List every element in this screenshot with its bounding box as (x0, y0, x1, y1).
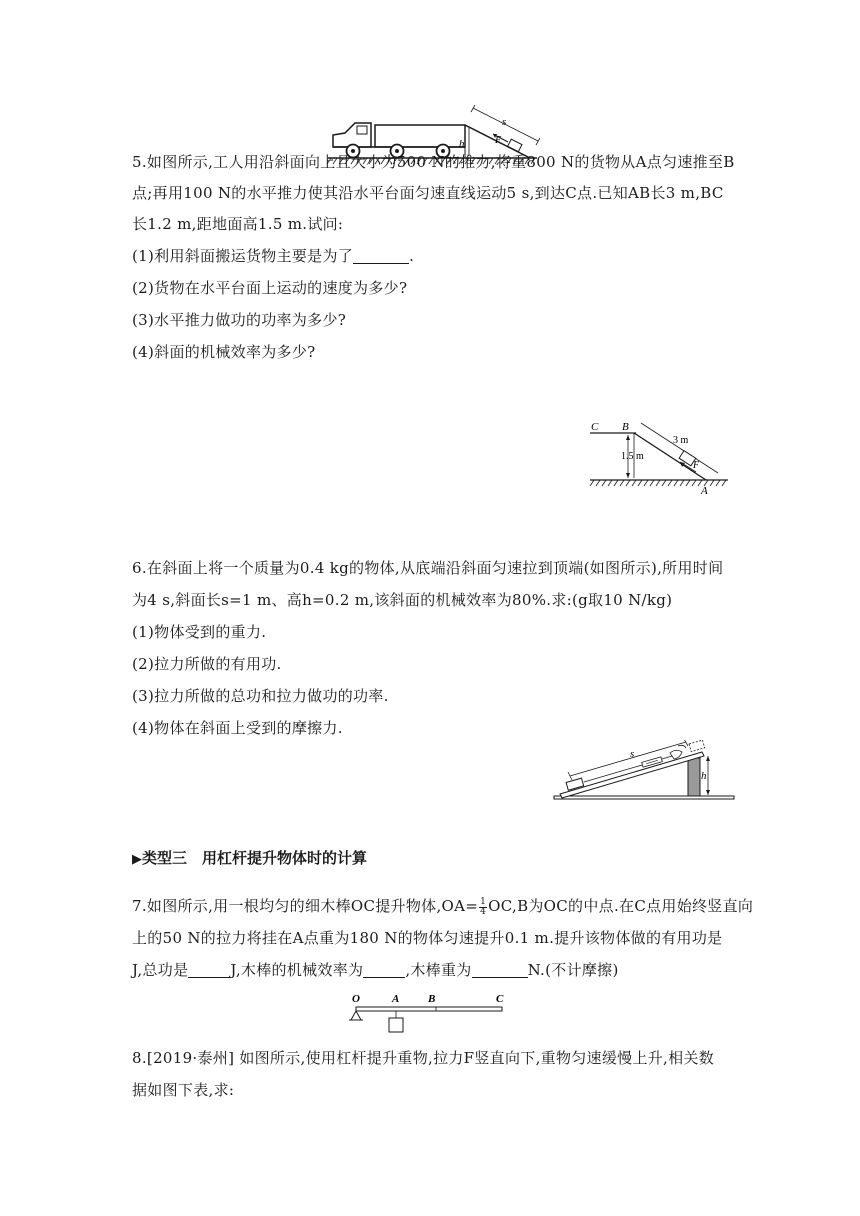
q5-sub-2: (2)货物在水平台面上运动的速度为多少? (132, 279, 408, 297)
label-s: s (630, 748, 635, 760)
q6-sub-4: (4)物体在斜面上受到的摩擦力. (132, 719, 343, 737)
q6-sub-3: (3)拉力所做的总功和拉力做功的功率. (132, 687, 389, 705)
answer-blank-weight[interactable] (472, 961, 528, 978)
q8-line-2: 据如图下表,求: (132, 1081, 235, 1099)
label-h: h (701, 770, 707, 782)
label-F: F (693, 460, 700, 471)
q7-line-1-a: 7.如图所示,用一根均匀的细木棒OC提升物体,OA= (132, 897, 479, 915)
q5-line-3: 长1.2 m,距地面高1.5 m.试问: (132, 215, 344, 233)
label-A: A (701, 485, 708, 497)
q8-line-1: 8.[2019·泰州] 如图所示,使用杠杆提升重物,拉力F竖直向下,重物匀速缓慢上升,相关数 (132, 1049, 715, 1067)
q5-sub-1-text: (1)利用斜面搬运货物主要是为了 (132, 247, 354, 265)
label-height: 1.5 m (621, 451, 644, 462)
q5-sub-3: (3)水平推力做功的功率为多少? (132, 311, 347, 329)
lever-figure (348, 990, 518, 1038)
label-B: B (622, 421, 629, 433)
q5-line-1: 5.如图所示,工人用沿斜面向上且大小为500 N的推力,将重800 N的货物从A点匀速推至B (132, 153, 735, 171)
label-B: B (428, 993, 436, 1005)
fraction (479, 898, 487, 917)
fraction-numerator: 1 (480, 896, 487, 907)
q7-line-3-a: J,总功是 (132, 961, 189, 979)
label-O: O (352, 993, 360, 1005)
section-marker: ▶ (132, 852, 142, 867)
answer-blank-efficiency[interactable] (363, 961, 405, 978)
q7-line-3-b: J,木棒的机械效率为 (230, 961, 364, 979)
label-F: F (495, 135, 502, 146)
q5-sub-1 (132, 246, 772, 266)
q5-sub-1-end: . (409, 247, 415, 265)
label-C: C (496, 993, 504, 1005)
q7-line-1-b: OC,B为OC的中点.在C点用始终竖直向 (488, 897, 754, 915)
q7-line-1 (132, 896, 772, 917)
q5-line-2: 点;再用100 N的水平推力使其沿水平台面匀速直线运动5 s,到达C点.已知AB长3 m,BC (132, 184, 724, 202)
ramp-figure (588, 418, 736, 498)
answer-blank[interactable] (353, 247, 409, 264)
section-heading (132, 848, 367, 870)
q7-line-2: 上的50 N的拉力将挂在A点重为180 N的物体匀速提升0.1 m.提升该物体做的有用功是 (132, 929, 723, 947)
q6-sub-2: (2)拉力所做的有用功. (132, 655, 282, 673)
incline-figure (552, 740, 736, 802)
q6-line-2: 为4 s,斜面长s=1 m、高h=0.2 m,该斜面的机械效率为80%.求:(g取10 N/kg) (132, 591, 673, 609)
label-C: C (591, 421, 599, 433)
q6-sub-1: (1)物体受到的重力. (132, 623, 267, 641)
q7-line-3 (132, 960, 772, 980)
q5-sub-4: (4)斜面的机械效率为多少? (132, 343, 316, 361)
label-s: s (502, 116, 507, 128)
label-h: h (459, 138, 465, 150)
q7-line-3-d: N.(不计摩擦) (527, 961, 619, 979)
fraction-denominator: 4 (480, 906, 487, 917)
section-title: 类型三 用杠杆提升物体时的计算 (142, 849, 368, 867)
q6-line-1: 6.在斜面上将一个质量为0.4 kg的物体,从底端沿斜面匀速拉到顶端(如图所示),所用时间 (132, 559, 724, 577)
label-length: 3 m (673, 435, 689, 446)
answer-blank-total-work[interactable] (188, 961, 230, 978)
label-A: A (392, 993, 400, 1005)
q7-line-3-c: ,木棒重为 (405, 961, 472, 979)
